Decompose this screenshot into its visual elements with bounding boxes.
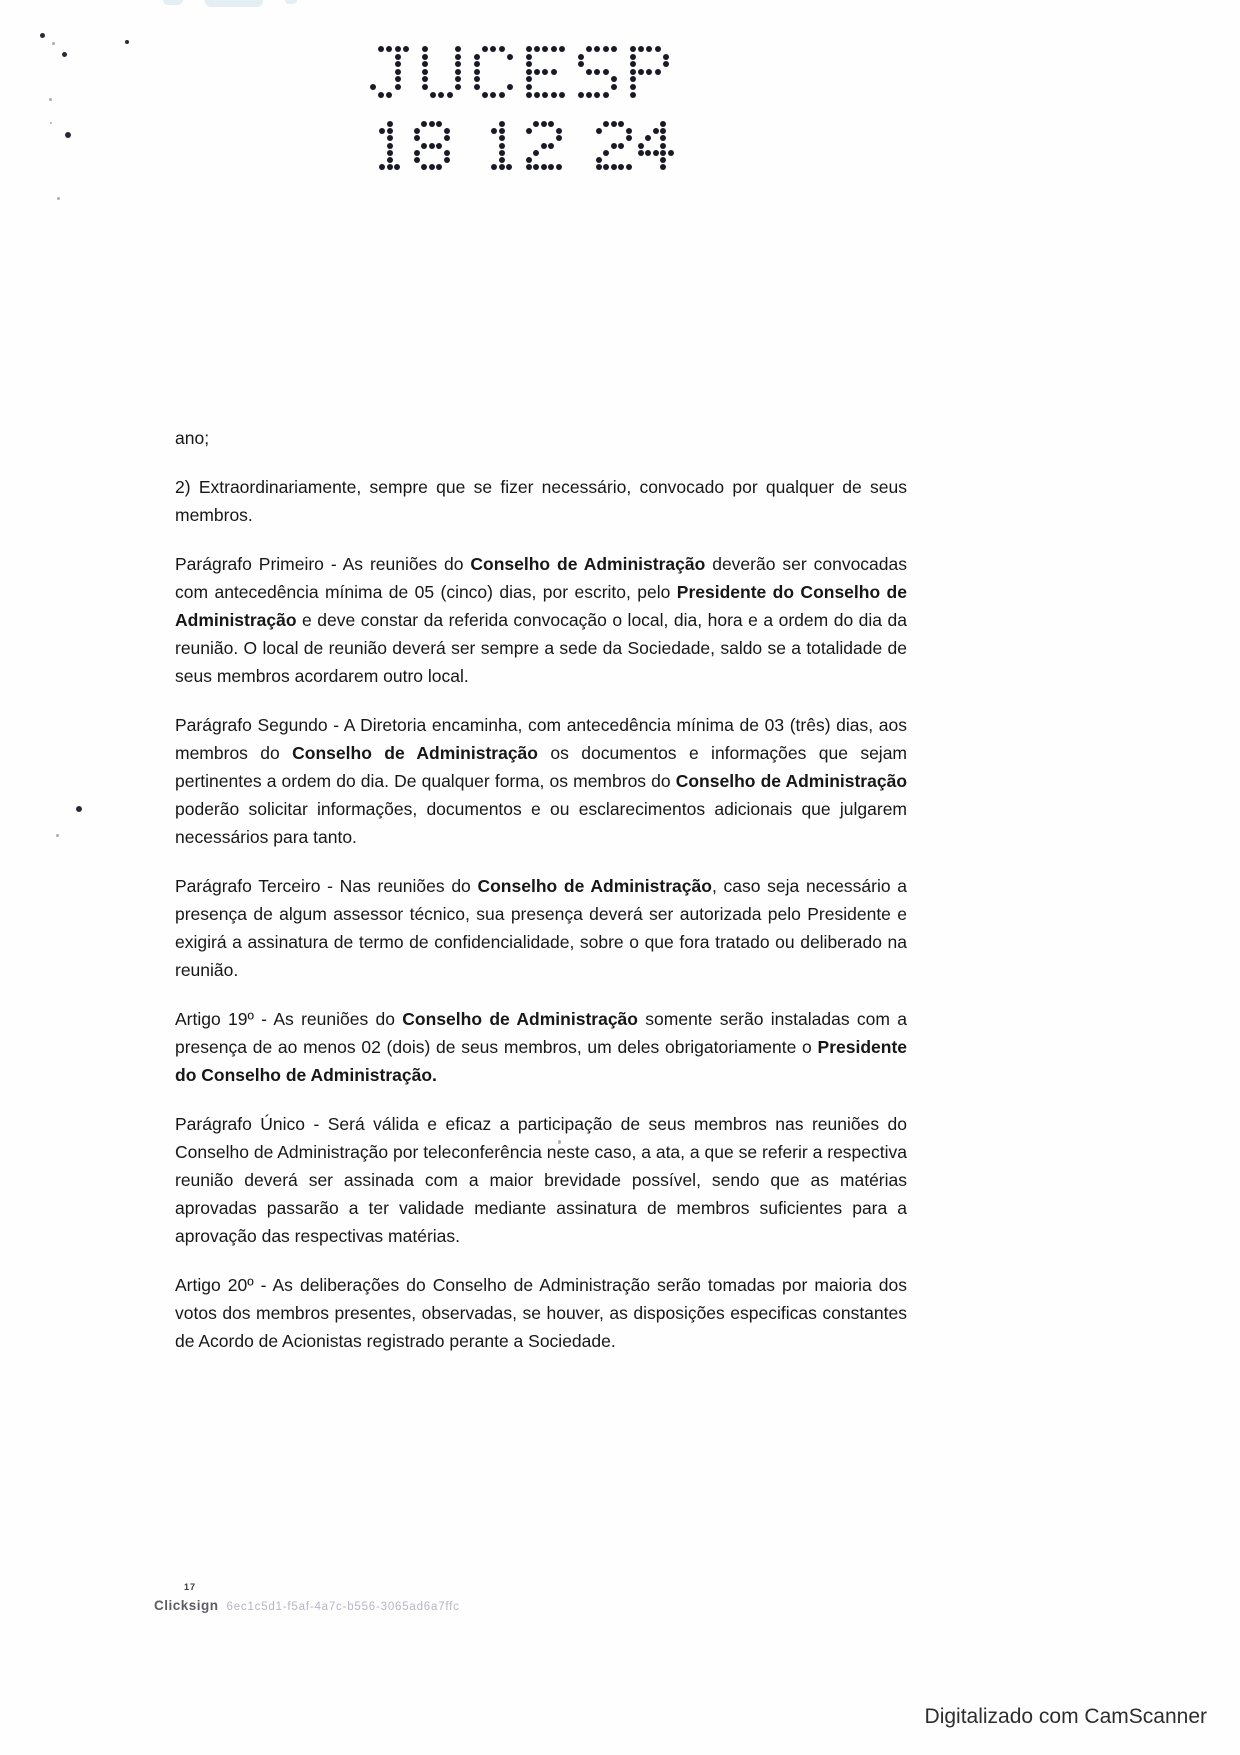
document-body [175,424,907,1376]
clicksign-footer [154,1597,460,1615]
text-segment: Parágrafo Único - Será válida e eficaz a participação de seus membros nas reuniões do Conselho de Administração por teleconferência neste caso, a ata, a que se referir a respectiva reunião deverá ser assinada com a maior brevidade possível, sendo que as matérias aprovadas passarão a ter validade mediante assinatura de membros suficientes para a aprovação das respectivas matérias. [175,1114,907,1246]
paragraph [175,711,907,851]
scan-speckle [40,33,45,38]
clicksign-document-hash: 6ec1c5d1-f5af-4a7c-b556-3065ad6a7ffc [226,1601,460,1613]
bold-text-segment: Conselho de Administração [477,876,712,896]
paragraph [175,550,907,690]
scan-speckle [52,42,55,45]
text-segment: deverão ser convocadas com antecedência mínima de 05 (cinco) dias, por escrito, pelo [175,554,907,602]
scan-speckle [56,834,59,837]
bold-text-segment: Conselho de Administração [292,743,538,763]
paragraph [175,473,907,529]
scan-smudge [163,0,183,5]
text-segment: Parágrafo Primeiro - As reuniões do [175,554,471,574]
paragraph [175,424,907,452]
scan-speckle [65,132,71,138]
scan-speckle [57,197,60,200]
paragraph [175,1271,907,1355]
text-segment: os documentos e informações que sejam pertinentes a ordem do dia. De qualquer forma, os membros do [175,743,908,791]
text-segment: poderão solicitar informações, documentos e ou esclarecimentos adicionais que julgarem necessários para tanto. [175,799,907,847]
bold-text-segment: Conselho de Administração [402,1009,638,1029]
scan-speckle [49,98,52,101]
scan-speckle [62,52,67,57]
paragraph [175,1110,907,1250]
bold-text-segment: Presidente do Conselho de Administração. [175,1037,907,1085]
scan-speckle [50,122,52,124]
text-segment: Artigo 20º - As deliberações do Conselho de Administração serão tomadas por maioria dos votos dos membros presentes, observadas, se houver, as disposições especificas constantes de Acordo de Acionistas registrado perante a Sociedade. [175,1275,907,1351]
bold-text-segment: Presidente do Conselho de Administração [175,582,907,630]
text-segment: e deve constar da referida convocação o local, dia, hora e a ordem do dia da reunião. O local de reunião deverá ser sempre a sede da Sociedade, saldo se a totalidade de seus membros acordarem outro local. [175,610,907,686]
page-number: 17 [184,1582,197,1592]
text-segment: Parágrafo Terceiro - Nas reuniões do [175,876,478,896]
paragraph [175,1005,907,1089]
scan-speckle [125,40,129,44]
scan-smudge [205,0,263,7]
text-segment: , caso seja necessário a presença de algum assessor técnico, sua presença deverá ser autorizada pelo Presidente e exigirá a assinatura de termo de confidencialidade, sobre o que fora tratado ou deliberado na reunião. [175,876,908,980]
text-segment: Artigo 19º - As reuniões do [175,1009,403,1029]
bold-text-segment: Conselho de Administração [675,771,908,791]
text-segment: ano; [175,428,210,448]
text-segment: somente serão instaladas com a presença de ao menos 02 (dois) de seus membros, um deles obrigatoriamente o [175,1009,907,1057]
scan-speckle [76,806,82,812]
paragraph [175,872,907,984]
clicksign-label: Clicksign [154,1598,219,1613]
scan-smudge [285,0,297,4]
text-segment: Parágrafo Segundo - A Diretoria encaminha, com antecedência mínima de 03 (três) dias, aos membros do [175,715,907,763]
text-segment: 2) Extraordinariamente, sempre que se fizer necessário, convocado por qualquer de seus membros. [175,477,907,525]
bold-text-segment: Conselho de Administração [470,554,706,574]
camscanner-watermark: Digitalizado com CamScanner [924,1705,1207,1728]
